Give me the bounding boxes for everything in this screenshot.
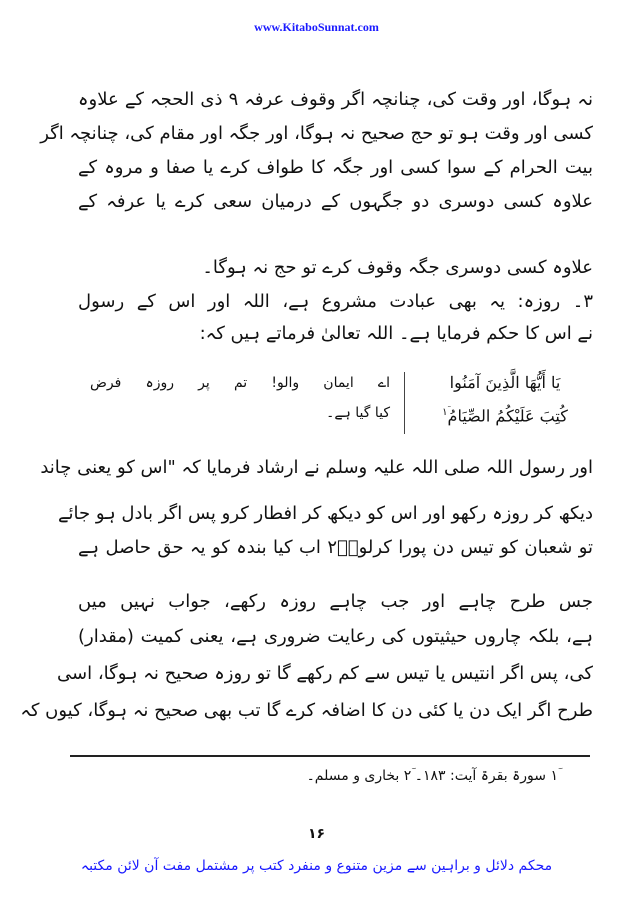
arabic-line: يَا أَيُّهَا الَّذِينَ آمَنُوا (449, 373, 561, 392)
quran-quote (90, 368, 590, 438)
translation-line: کیا گیا ہے۔ (326, 405, 390, 421)
site-url: www.KitaboSunnat.com (254, 20, 379, 34)
text-line: کسی اور وقت ہو تو حج صحیح نہ ہوگا، اور جگہ اور مقام کی، چنانچہ اگر (40, 123, 593, 144)
footnote-divider (70, 755, 590, 757)
footnotes: ؔ۱ سورۃ بقرۃ آیت: ۱۸۳۔ ؔ۲ بخاری و مسلم۔ (306, 768, 558, 784)
urdu-translation (90, 368, 390, 428)
arabic-verse (420, 368, 590, 431)
text-line: ہے، بلکہ چاروں حیثیتوں کی رعایت ضروری ہے، یعنی کمیت (مقدار) (78, 626, 593, 647)
arabic-line: كُتِبَ عَلَيْكُمُ الصِّيَامُ (447, 406, 568, 426)
page-number: ۱۶ (307, 826, 326, 842)
text-line: اور رسول اللہ صلی اللہ علیہ وسلم نے ارشاد فرمایا کہ "اس کو یعنی چاند (40, 457, 593, 478)
text-line: ۳۔ روزہ: یہ بھی عبادت مشروع ہے، اللہ اور اس کے رسول (78, 291, 593, 312)
text-line: کی، پس اگر انتیس یا تیس سے کم رکھے گا تو روزہ صحیح نہ ہوگا، اسی (57, 663, 593, 684)
text-line: نے اس کا حکم فرمایا ہے۔ اللہ تعالیٰ فرماتے ہیں کہ: (199, 323, 593, 344)
text-line: تو شعبان کو تیس دن پورا کرلو۔ؔ۲ اب کیا بندہ کو یہ حق حاصل ہے (78, 537, 594, 558)
text-line: بیت الحرام کے سوا کسی اور جگہ کا طواف کرے یا صفا و مروہ کے (78, 157, 593, 178)
text-line: علاوہ کسی دوسری دو جگہوں کے درمیان سعی کرے یا عرفہ کے (78, 191, 593, 212)
text-line: دیکھ کر روزہ رکھو اور اس کو دیکھ کر افطار کرو پس اگر بادل ہو جائے (57, 503, 593, 524)
quote-divider (404, 372, 405, 434)
text-line: طرح اگر ایک دن یا کئی دن کا اضافہ کرے گا تب بھی صحیح نہ ہوگا، کیوں کہ (20, 700, 593, 721)
footer-tagline: محکم دلائل و براہین سے مزین متنوع و منفرد کتب پر مشتمل مفت آن لائن مکتبہ (80, 858, 553, 874)
translation-line: اے ایمان والو! تم پر روزہ فرض (90, 375, 390, 391)
text-line: جس طرح چاہے اور جب چاہے روزہ رکھے، جواب نہیں میں (78, 591, 593, 612)
text-line: نہ ہوگا، اور وقت کی، چنانچہ اگر وقوف عرفہ ۹ ذی الحجہ کے علاوہ (78, 89, 593, 110)
text-line: علاوہ کسی دوسری جگہ وقوف کرے تو حج نہ ہوگا۔ (202, 257, 593, 278)
footnote-ref: ؔ۱ (442, 407, 448, 418)
